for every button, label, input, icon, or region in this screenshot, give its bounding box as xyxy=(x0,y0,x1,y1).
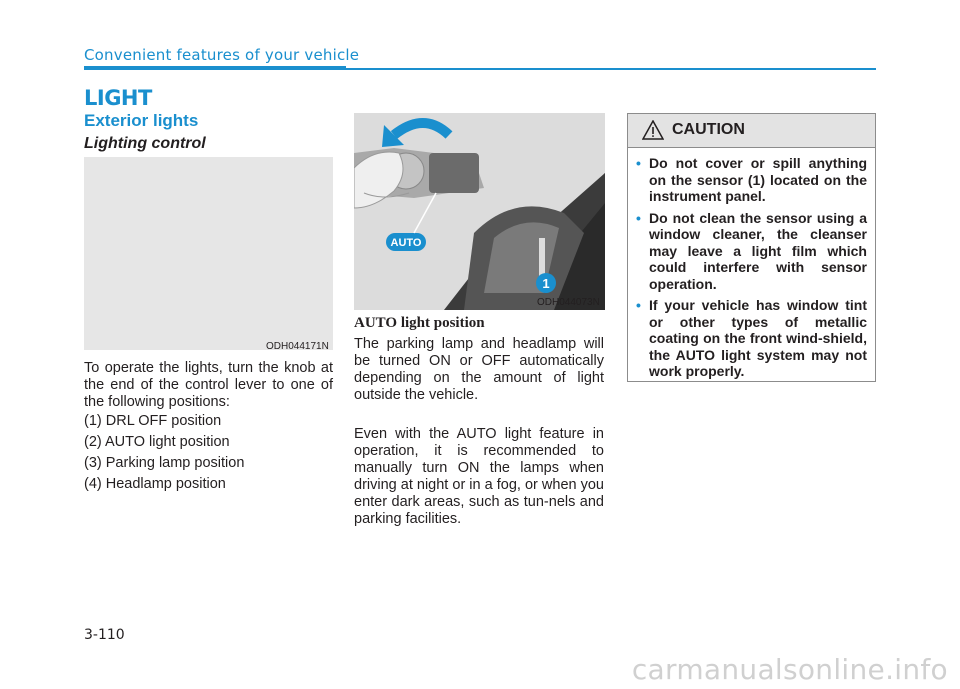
topic-title: Lighting control xyxy=(84,135,206,152)
figure-code: ODH044073N xyxy=(537,297,600,308)
header-rule xyxy=(346,68,876,70)
list-item: (4) Headlamp position xyxy=(84,476,226,492)
position-list xyxy=(84,411,244,495)
caution-box xyxy=(627,113,876,382)
intro-paragraph: To operate the lights, turn the knob at the end of the control lever to one of the following positions: xyxy=(84,360,333,410)
caution-label: CAUTION xyxy=(672,121,745,138)
header-accent-bar xyxy=(84,66,346,70)
running-header: Convenient features of your vehicle xyxy=(84,46,360,64)
bullet-icon: • xyxy=(636,209,641,226)
page-number: 3-110 xyxy=(84,627,125,643)
subsection-title: Exterior lights xyxy=(84,111,199,130)
list-item: (2) AUTO light position xyxy=(84,434,230,450)
auto-light-illustration xyxy=(354,113,605,310)
lighting-control-figure xyxy=(84,157,333,350)
auto-paragraph-2: Even with the AUTO light feature in operation, it is recommended to manually turn ON the lamps when driving at night or in a fog, or when you enter dark areas, such as tun-nels and parking facilities. xyxy=(354,426,604,527)
section-title: LIGHT xyxy=(84,86,152,110)
auto-light-heading: AUTO light position xyxy=(354,315,485,331)
list-item xyxy=(628,210,875,293)
list-item xyxy=(628,155,875,205)
list-item: (1) DRL OFF position xyxy=(84,413,222,429)
auto-paragraph-1: The parking lamp and headlamp will be turned ON or OFF automatically depending on the amount of light outside the vehicle. xyxy=(354,336,604,403)
bullet-icon: • xyxy=(636,155,641,171)
figure-code: ODH044171N xyxy=(266,341,329,352)
warning-triangle-icon xyxy=(642,120,664,145)
caution-list xyxy=(628,155,875,385)
caution-header xyxy=(628,114,875,148)
caution-item-text: Do not clean the sensor using a window cleaner, the cleanser may leave a light film which could interfere with sensor operation. xyxy=(649,209,867,292)
watermark: carmanualsonline.info xyxy=(631,653,948,686)
caution-item-text: Do not cover or spill anything on the sensor (1) located on the instrument panel. xyxy=(649,155,867,204)
bullet-icon: • xyxy=(636,297,641,313)
list-item xyxy=(628,297,875,380)
callout-number: 1 xyxy=(542,276,550,291)
list-item: (3) Parking lamp position xyxy=(84,455,245,471)
auto-badge-text: AUTO xyxy=(390,237,422,249)
auto-light-figure xyxy=(354,113,605,310)
caution-item-text: If your vehicle has window tint or other types of metallic coating on the front wind-shield, the AUTO light system may not work properly. xyxy=(649,297,867,379)
